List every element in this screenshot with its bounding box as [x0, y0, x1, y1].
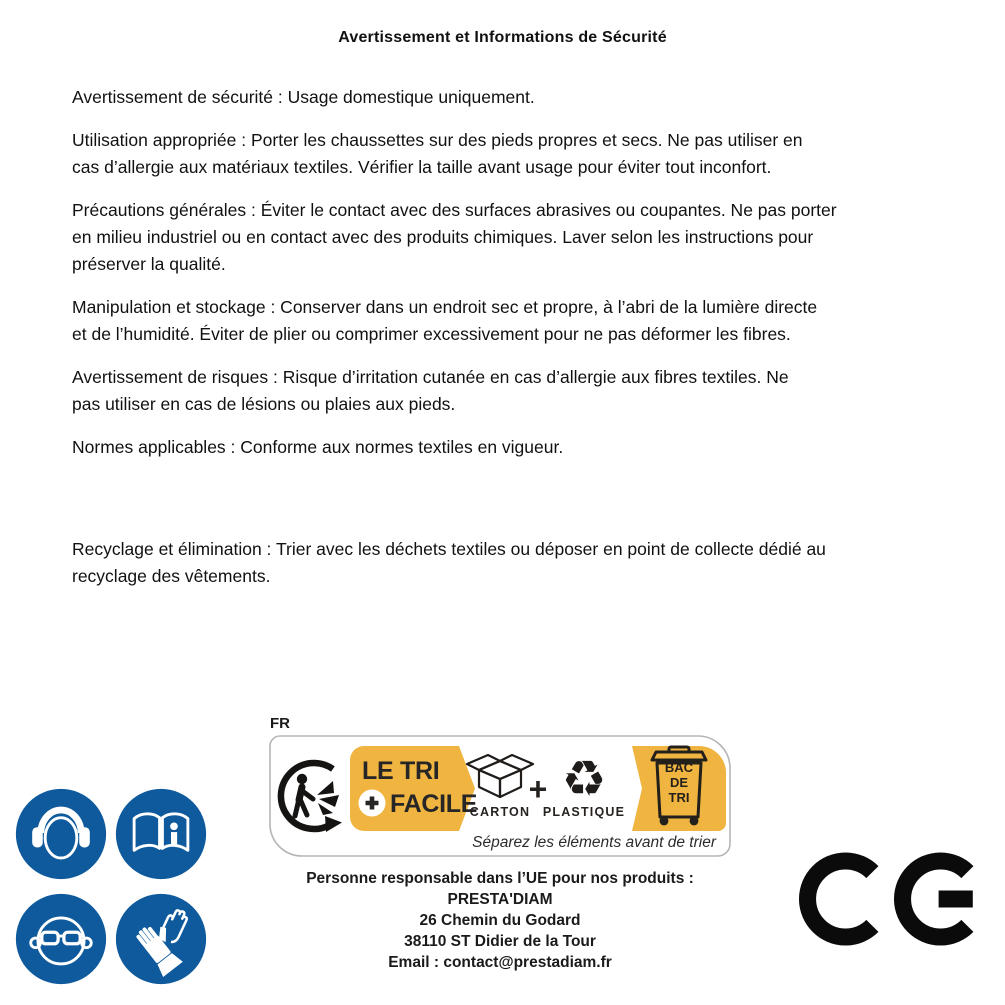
bin-label-line2: DE [669, 775, 689, 790]
text-line: Avertissement de sécurité : Usage domestique uniquement. [72, 87, 535, 107]
text-line: cas d’allergie aux matériaux textiles. Vérifier la taille avant usage pour éviter tout inconfort. [72, 157, 772, 177]
recycling-sorting-label [266, 712, 740, 865]
paragraph-general-precautions [72, 197, 972, 278]
company-name: PRESTA'DIAM [447, 891, 553, 908]
ce-marking-icon [798, 842, 988, 961]
label-title-line2: FACILE [390, 790, 478, 818]
mandatory-pictograms [13, 786, 209, 987]
bin-label-line3: TRI [668, 790, 690, 805]
page-title: Avertissement et Informations de Sécurité [338, 29, 667, 46]
address-street: 26 Chemin du Godard [419, 912, 581, 929]
text-line: préserver la qualité. [72, 254, 226, 274]
safety-text-block [72, 84, 972, 606]
text-line: Avertissement de risques : Risque d’irritation cutanée en cas d’allergie aux fibres textiles. Ne [72, 367, 789, 387]
text-line: Manipulation et stockage : Conserver dans un endroit sec et propre, à l’abri de la lumière directe [72, 297, 818, 317]
text-line: en milieu industriel ou en contact avec des produits chimiques. Laver selon les instructions pour [72, 227, 814, 247]
paragraph-proper-use [72, 127, 972, 181]
read-manual-icon [113, 786, 209, 882]
fr-country-code: FR [270, 715, 290, 732]
eye-protection-icon [13, 891, 109, 987]
text-line: et de l’humidité. Éviter de plier ou comprimer excessivement pour ne pas déformer les fibres. [72, 324, 791, 344]
paragraph-safety-warning [72, 84, 972, 111]
material-plastique-label: PLASTIQUE [542, 805, 626, 819]
plus-separator: + [528, 771, 548, 807]
ear-protection-icon [13, 786, 109, 882]
text-line: pas utiliser en cas de lésions ou plaies aux pieds. [72, 394, 456, 414]
paragraph-handling-storage [72, 294, 972, 348]
text-line: recyclage des vêtements. [72, 566, 271, 586]
text-line: Utilisation appropriée : Porter les chaussettes sur des pieds propres et secs. Ne pas utiliser en [72, 130, 803, 150]
label-tagline: Séparez les éléments avant de trier [472, 834, 716, 851]
paragraph-recycling [72, 536, 972, 590]
bin-label-line1: BAC [664, 760, 694, 775]
address-city: 38110 ST Didier de la Tour [404, 933, 596, 950]
contact-email: Email : contact@prestadiam.fr [388, 954, 612, 971]
material-carton-label: CARTON [469, 805, 531, 819]
label-title-line1: LE TRI [362, 757, 440, 785]
paragraph-standards [72, 434, 972, 461]
recycling-triangle-icon: ♻ [561, 751, 607, 807]
protective-gloves-icon [113, 891, 209, 987]
text-line: Normes applicables : Conforme aux normes textiles en vigueur. [72, 437, 564, 457]
responsible-intro: Personne responsable dans l’UE pour nos produits : [306, 870, 694, 887]
text-line: Précautions générales : Éviter le contact avec des surfaces abrasives ou coupantes. Ne pas porter [72, 200, 837, 220]
text-line: Recyclage et élimination : Trier avec les déchets textiles ou déposer en point de collecte dédié au [72, 539, 826, 559]
paragraph-risk-warning [72, 364, 972, 418]
eu-responsible-block [240, 868, 760, 973]
